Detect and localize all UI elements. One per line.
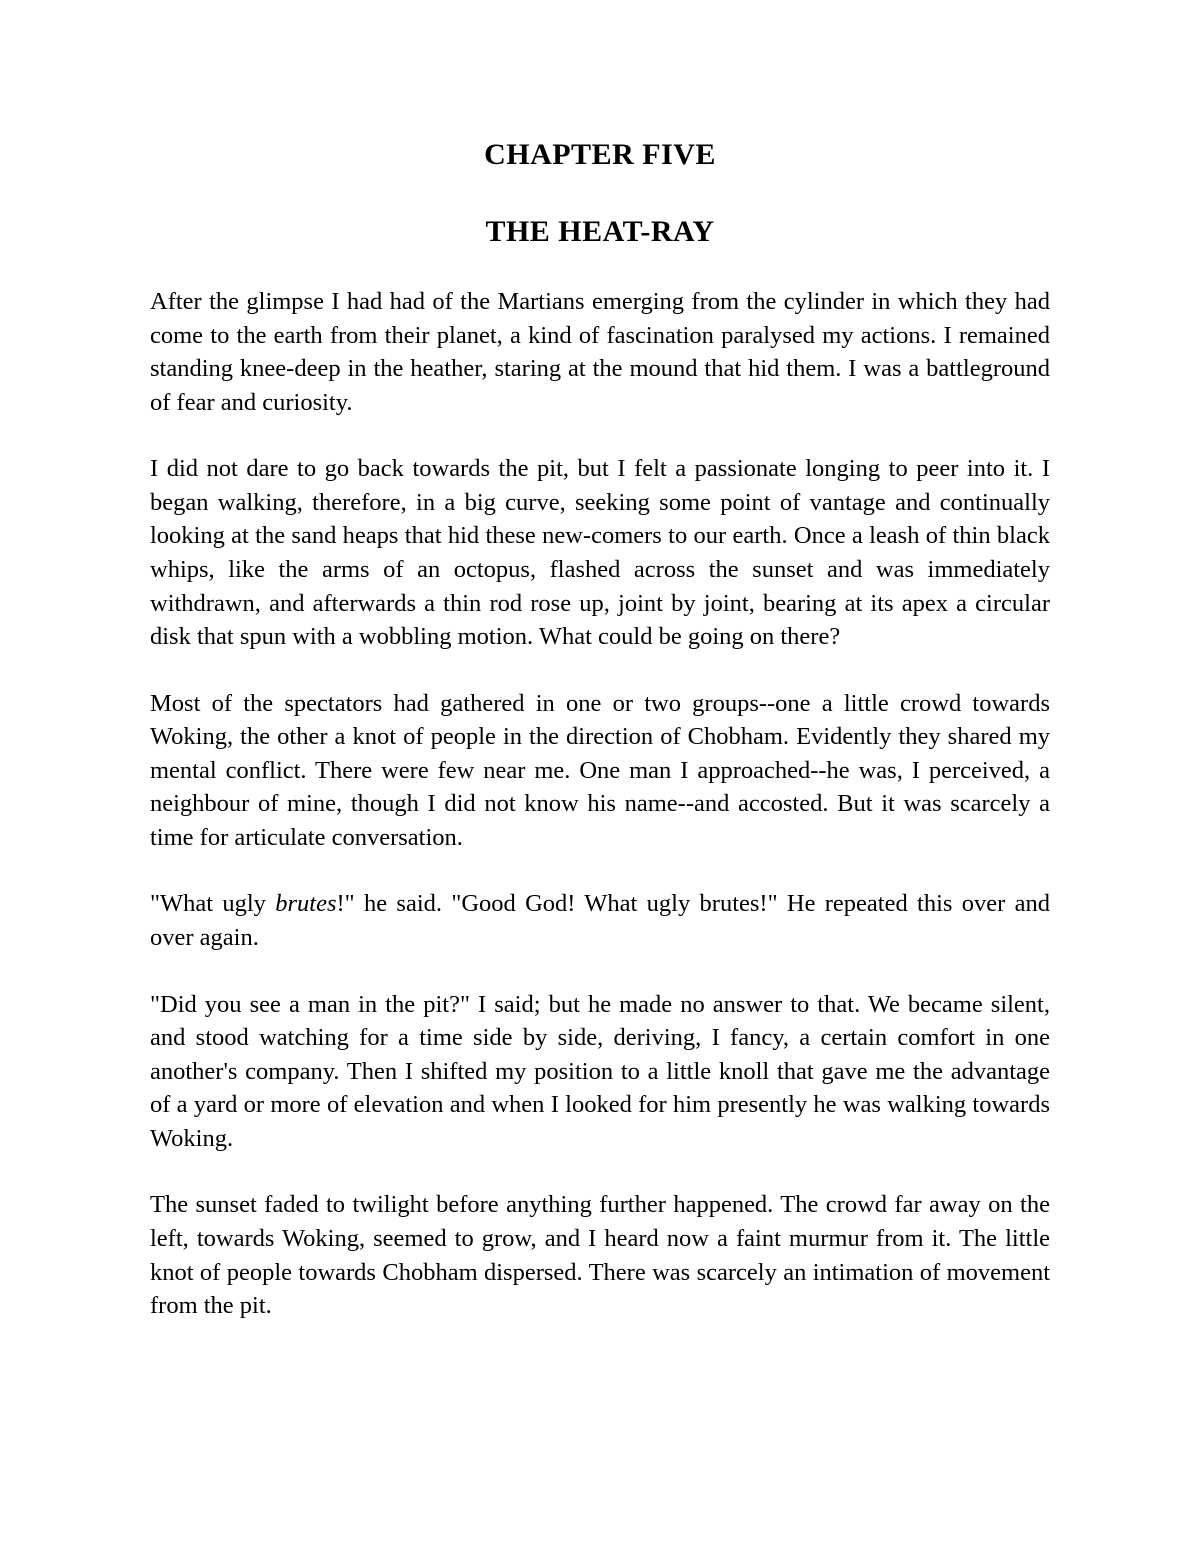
paragraph-4 [150,887,1050,954]
paragraph-1: After the glimpse I had had of the Martians emerging from the cylinder in which they had come to the earth from their planet, a kind of fascination paralysed my actions. I remained standing knee-deep in the heather, staring at the mound that hid them. I was a battleground of fear and curiosity. [150,288,1050,416]
paragraph-6: The sunset faded to twilight before anything further happened. The crowd far away on the left, towards Woking, seemed to grow, and I heard now a faint murmur from it. The little knot of people towards Chobham dispersed. There was scarcely an intimation of movement from the pit. [150,1191,1050,1320]
paragraph-4-run-2: !" he said. "Good God! What ugly brutes!" He repeated this over and over again. [150,890,1050,951]
paragraph-2: I did not dare to go back towards the pit, but I felt a passionate longing to peer into it. I began walking, therefore, in a big curve, seeking some point of vantage and continually looking at the sand heaps that hid these new-comers to our earth. Once a leash of thin black whips, like the arms of an octopus, flashed across the sunset and was immediately withdrawn, and afterwards a thin rod rose up, joint by joint, bearing at its apex a circular disk that spun with a wobbling motion. What could be going on there? [150,455,1050,651]
chapter-title: THE HEAT-RAY [485,214,715,248]
body-text [0,285,1200,1323]
paragraph-4-italic-word: brutes [275,890,337,918]
chapter-heading: CHAPTER FIVE [484,138,716,171]
paragraph-4-run-1: "What ugly [150,890,276,918]
paragraph-3: Most of the spectators had gathered in one or two groups--one a little crowd towards Woking, the other a knot of people in the direction of Chobham. Evidently they shared my mental conflict. There were few near me. One man I approached--he was, I perceived, a neighbour of mine, though I did not know his name--and accosted. But it was scarcely a time for articulate conversation. [150,689,1050,851]
paragraph-5: "Did you see a man in the pit?" I said; but he made no answer to that. We became silent, and stood watching for a time side by side, deriving, I fancy, a certain comfort in one another's company. Then I shifted my position to a little knoll that gave me the advantage of a yard or more of elevation and when I looked for him presently he was walking towards Woking. [150,990,1050,1152]
